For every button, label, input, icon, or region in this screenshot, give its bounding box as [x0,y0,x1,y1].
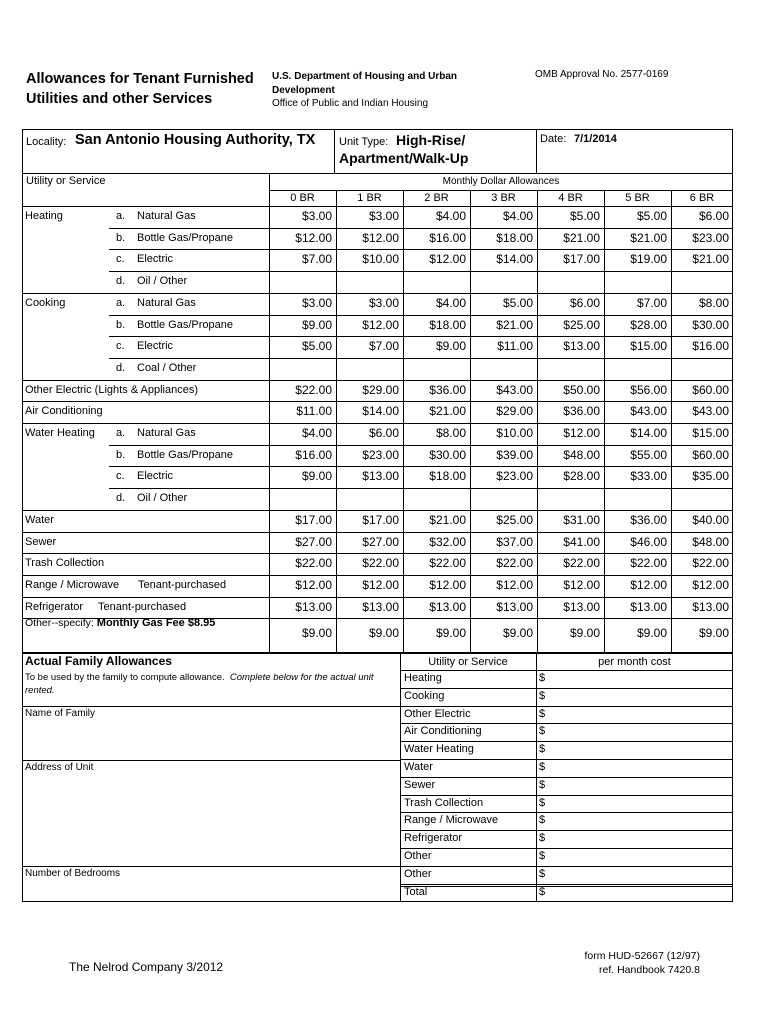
dollar-sign: $ [539,725,546,738]
allowance-value: $14.00 [630,426,667,440]
allowance-value: $25.00 [496,512,533,527]
footer-company: The Nelrod Company 3/2012 [69,960,224,974]
allowance-value: $12.00 [295,230,332,245]
utility-option-letter: c. [116,253,125,266]
allowance-value: $9.00 [435,339,466,354]
family-utility-item: Cooking [404,689,445,702]
handbook-ref: ref. Handbook 7420.8 [599,964,700,976]
allowance-value: $30.00 [429,447,466,462]
utility-category: Trash Collection [25,557,105,570]
allowance-value: $22.00 [295,382,332,397]
grid-line [22,597,733,598]
allowance-value: $9.00 [368,626,399,640]
other-label: Other--specify: [25,617,94,629]
allowance-value: $17.00 [563,252,600,267]
bedroom-header: 1 BR [357,192,382,204]
utility-category: Heating [25,210,63,222]
allowance-value: $22.00 [496,556,533,571]
utility-option-letter: a. [116,296,126,309]
allowance-value: $21.00 [496,317,533,332]
unit-type-value-2: Apartment/Walk-Up [339,150,469,166]
allowance-value: $8.00 [698,295,729,310]
allowance-value: $13.00 [692,599,729,614]
allowance-value: $27.00 [295,534,332,549]
allowance-value: $35.00 [692,469,729,484]
grid-line [109,358,733,359]
utility-option-letter: b. [116,231,126,244]
locality-value: San Antonio Housing Authority, TX [75,132,316,148]
divider [22,760,400,761]
monthly-header: Monthly Dollar Allowances [442,176,560,187]
instructions-text: To be used by the family to compute allowance. [25,672,225,683]
footer-form-info [560,949,700,977]
allowance-value: $28.00 [563,469,600,484]
allowance-value: $36.00 [429,382,466,397]
divider [536,129,537,173]
grid-line [400,670,733,671]
utility-header: Utility or Service [26,175,106,187]
allowance-value: $28.00 [630,317,667,332]
allowance-value: $4.00 [502,209,533,223]
allowance-value: $16.00 [429,230,466,245]
grid-line [22,510,733,511]
utility-category: Other Electric (Lights & Appliances) [25,383,199,396]
utility-category: Range / Microwave [25,578,120,591]
allowance-value: $36.00 [563,404,600,419]
allowance-value: $48.00 [692,534,729,549]
allowance-value: $9.00 [569,626,600,640]
utility-option-label: Oil / Other [137,492,188,505]
allowance-value: $11.00 [296,404,332,419]
allowance-value: $22.00 [295,556,332,571]
grid-line [400,848,733,849]
utility-option-letter: a. [116,427,126,439]
allowance-value: $12.00 [362,230,399,245]
grid-line [400,884,733,887]
grid-line [109,315,733,316]
grid-line [22,423,733,424]
utility-option-label: Tenant-purchased [138,578,227,591]
utility-option-letter: c. [116,470,125,483]
allowance-value: $22.00 [563,556,600,571]
grid-line [22,401,733,402]
allowance-value: $10.00 [362,252,399,267]
grid-line [400,706,733,707]
utility-option-label: Bottle Gas/Propane [137,318,234,331]
allowance-value: $13.00 [630,599,667,614]
allowance-value: $43.00 [496,382,533,397]
allowance-value: $9.00 [301,469,332,484]
allowance-value: $7.00 [368,339,399,354]
allowance-value: $41.00 [563,534,600,549]
utility-category: Refrigerator [25,600,84,613]
grid-line [109,488,733,489]
allowance-value: $21.00 [630,230,667,245]
allowance-value: $32.00 [429,534,466,549]
dollar-sign: $ [539,850,546,862]
address-of-unit-label: Address of Unit [25,762,94,773]
allowance-value: $12.00 [362,317,399,332]
allowance-value: $7.00 [636,295,667,310]
dollar-sign: $ [539,814,546,827]
utility-option-label: Electric [137,340,174,353]
dollar-sign: $ [539,832,546,845]
allowance-value: $9.00 [301,317,332,332]
allowance-value: $17.00 [362,512,399,527]
date-value: 7/1/2014 [574,133,617,145]
allowance-value: $16.00 [295,447,332,462]
allowance-value: $22.00 [362,556,399,571]
allowance-value: $21.00 [692,252,729,267]
allowance-value: $60.00 [692,382,729,397]
allowance-value: $29.00 [496,404,533,419]
allowance-value: $21.00 [563,230,600,245]
bedroom-header: 0 BR [290,192,315,204]
family-utility-item: Water Heating [404,743,474,756]
allowance-value: $12.00 [295,577,332,592]
allowance-value: $4.00 [435,295,466,310]
divider [22,866,400,867]
family-utility-item: Range / Microwave [404,814,499,827]
utility-option-label: Electric [137,253,174,266]
utility-option-letter: d. [116,492,126,505]
bedroom-header: 5 BR [625,192,650,204]
allowance-value: $3.00 [301,295,332,310]
grid-line [22,575,733,576]
family-utility-item: Refrigerator [404,832,463,845]
allowance-value: $43.00 [630,404,667,419]
grid-line [109,466,733,467]
allowance-value: $40.00 [692,512,729,527]
utility-option-label: Oil / Other [137,275,188,288]
bedroom-header: 4 BR [558,192,583,204]
allowance-value: $48.00 [563,447,600,462]
utility-option-label: Coal / Other [137,361,197,374]
allowance-value: $25.00 [563,317,600,332]
grid-line [400,866,733,867]
allowance-value: $3.00 [368,295,399,310]
allowance-value: $13.00 [295,599,332,614]
allowance-value: $9.00 [502,626,533,640]
allowance-value: $15.00 [692,426,729,440]
locality-label: Locality: [26,136,67,148]
utility-option-letter: b. [116,448,126,461]
grid-line [109,336,733,337]
office-name: Office of Public and Indian Housing [272,98,429,109]
allowance-value: $29.00 [362,382,399,397]
grid-line [400,812,733,813]
allowance-value: $21.00 [429,512,466,527]
allowance-value: $12.00 [563,426,600,440]
department-block [272,70,512,111]
utility-option-label: Electric [137,470,174,483]
dollar-sign: $ [539,867,546,880]
allowance-value: $37.00 [496,534,533,549]
grid-line [400,777,733,778]
allowance-value: $9.00 [435,626,466,640]
family-utility-item: Total [404,885,428,898]
number-of-bedrooms-label: Number of Bedrooms [25,868,121,879]
utility-option-letter: b. [116,318,126,331]
allowance-value: $6.00 [368,426,399,440]
grid-line [109,249,733,250]
grid-line [109,271,733,272]
divider [269,190,733,191]
allowance-value: $22.00 [692,556,729,571]
unit-type-label: Unit Type: [339,136,389,148]
allowance-value: $56.00 [630,382,667,397]
allowance-value: $5.00 [636,209,667,223]
allowance-value: $22.00 [630,556,667,571]
allowance-value: $9.00 [301,626,332,640]
allowance-value: $13.00 [362,469,399,484]
other-value: Monthly Gas Fee $8.95 [96,617,216,629]
dollar-sign: $ [539,689,546,702]
grid-line [400,830,733,831]
allowance-value: $23.00 [692,230,729,245]
allowance-value: $43.00 [692,404,729,419]
allowance-value: $13.00 [496,599,533,614]
grid-line [400,759,733,760]
family-utility-item: Other [404,850,432,862]
grid-line [22,380,733,381]
allowance-value: $5.00 [502,295,533,310]
allowance-value: $6.00 [569,295,600,310]
allowance-value: $30.00 [692,317,729,332]
allowance-value: $13.00 [362,599,399,614]
allowance-value: $46.00 [630,534,667,549]
dollar-sign: $ [539,707,546,720]
allowance-value: $50.00 [563,382,600,397]
utility-category: Water Heating [25,427,95,439]
bedroom-header: 3 BR [491,192,516,204]
instructions-italic: Complete below for the actual unit [229,672,374,683]
family-utility-item: Heating [404,672,442,684]
allowance-value: $33.00 [630,469,667,484]
family-utility-item: Other Electric [404,707,471,720]
utility-category: Water [25,513,54,526]
dollar-sign: $ [539,885,546,898]
utility-option-label: Bottle Gas/Propane [137,448,234,461]
allowance-value: $3.00 [368,209,399,223]
utility-option-letter: d. [116,361,126,374]
name-of-family-label: Name of Family [25,708,96,719]
allowance-value: $12.00 [496,577,533,592]
divider [334,129,335,173]
utility-category: Air Conditioning [25,405,103,418]
allowance-value: $12.00 [429,252,466,267]
utility-option-label: Natural Gas [137,210,196,222]
utility-option-letter: c. [116,340,125,353]
family-utility-item: Other [404,867,432,880]
allowance-value: $22.00 [429,556,466,571]
grid-line [22,532,733,533]
department-name: U.S. Department of Housing and Urban Development [272,71,458,96]
allowance-value: $21.00 [429,404,466,419]
allowance-value: $3.00 [301,209,332,223]
dollar-sign: $ [539,778,546,791]
family-title: Actual Family Allowances [25,654,172,668]
allowance-value: $10.00 [496,426,533,440]
grid-line [22,553,733,554]
allowance-value: $18.00 [429,317,466,332]
grid-line [400,795,733,796]
grid-line [22,293,733,294]
dollar-sign: $ [539,761,546,773]
allowance-value: $16.00 [692,339,729,354]
allowance-value: $14.00 [362,404,399,419]
grid-line [400,688,733,689]
allowance-value: $4.00 [435,209,466,223]
grid-line [109,228,733,229]
family-col-utility: Utility or Service [428,656,508,668]
form-number: form HUD-52667 (12/97) [584,950,700,962]
allowance-value: $31.00 [563,512,600,527]
grid-line [109,445,733,446]
divider [22,706,400,707]
allowance-value: $13.00 [563,339,600,354]
allowance-value: $11.00 [497,339,533,354]
allowance-value: $9.00 [698,626,729,640]
utility-option-letter: a. [116,210,126,222]
utility-category: Sewer [25,535,57,548]
allowance-value: $27.00 [362,534,399,549]
allowance-value: $13.00 [563,599,600,614]
allowance-value: $12.00 [429,577,466,592]
allowance-value: $36.00 [630,512,667,527]
utility-option-label: Bottle Gas/Propane [137,231,234,244]
date-label: Date: [540,133,567,145]
allowance-value: $7.00 [301,252,332,267]
family-utility-item: Air Conditioning [404,725,482,738]
dollar-sign: $ [539,796,546,809]
utility-option-label: Natural Gas [137,296,196,309]
allowance-value: $14.00 [496,252,533,267]
dollar-sign: $ [539,743,546,756]
allowance-value: $13.00 [429,599,466,614]
allowance-value: $5.00 [569,209,600,223]
family-instructions [25,672,374,683]
utility-option-letter: d. [116,275,126,288]
allowance-value: $55.00 [630,447,667,462]
other-specify-label [25,617,215,629]
family-utility-item: Trash Collection [404,796,484,809]
grid-line [400,723,733,724]
bedroom-header: 2 BR [424,192,449,204]
allowance-value: $19.00 [630,252,667,267]
utility-option-label: Natural Gas [137,427,196,439]
divider [22,206,733,207]
utility-category: Cooking [25,296,66,309]
family-instructions-2: rented. [25,685,55,696]
allowance-value: $4.00 [301,426,332,440]
allowance-value: $18.00 [496,230,533,245]
allowance-value: $60.00 [692,447,729,462]
allowance-value: $39.00 [496,447,533,462]
family-col-cost: per month cost [598,656,671,668]
unit-type-value: High-Rise/ [396,132,466,148]
omb-approval: OMB Approval No. 2577-0169 [535,69,669,80]
allowance-value: $12.00 [692,577,729,592]
allowance-value: $12.00 [563,577,600,592]
grid-line [400,741,733,742]
dollar-sign: $ [539,672,546,684]
allowance-value: $5.00 [301,339,332,354]
allowance-value: $9.00 [636,626,667,640]
allowance-value: $23.00 [362,447,399,462]
divider [22,173,733,174]
form-title: Allowances for Tenant Furnished Utilities and other Services [26,71,254,107]
allowance-value: $8.00 [435,426,466,440]
allowance-value: $23.00 [496,469,533,484]
allowance-value: $6.00 [698,209,729,223]
family-utility-item: Sewer [404,778,436,791]
allowance-value: $15.00 [630,339,667,354]
allowance-value: $17.00 [295,512,332,527]
utility-option-label: Tenant-purchased [98,600,187,613]
family-utility-item: Water [404,761,433,773]
allowance-value: $18.00 [429,469,466,484]
allowance-value: $12.00 [630,577,667,592]
allowance-value: $12.00 [362,577,399,592]
bedroom-header: 6 BR [689,192,715,204]
